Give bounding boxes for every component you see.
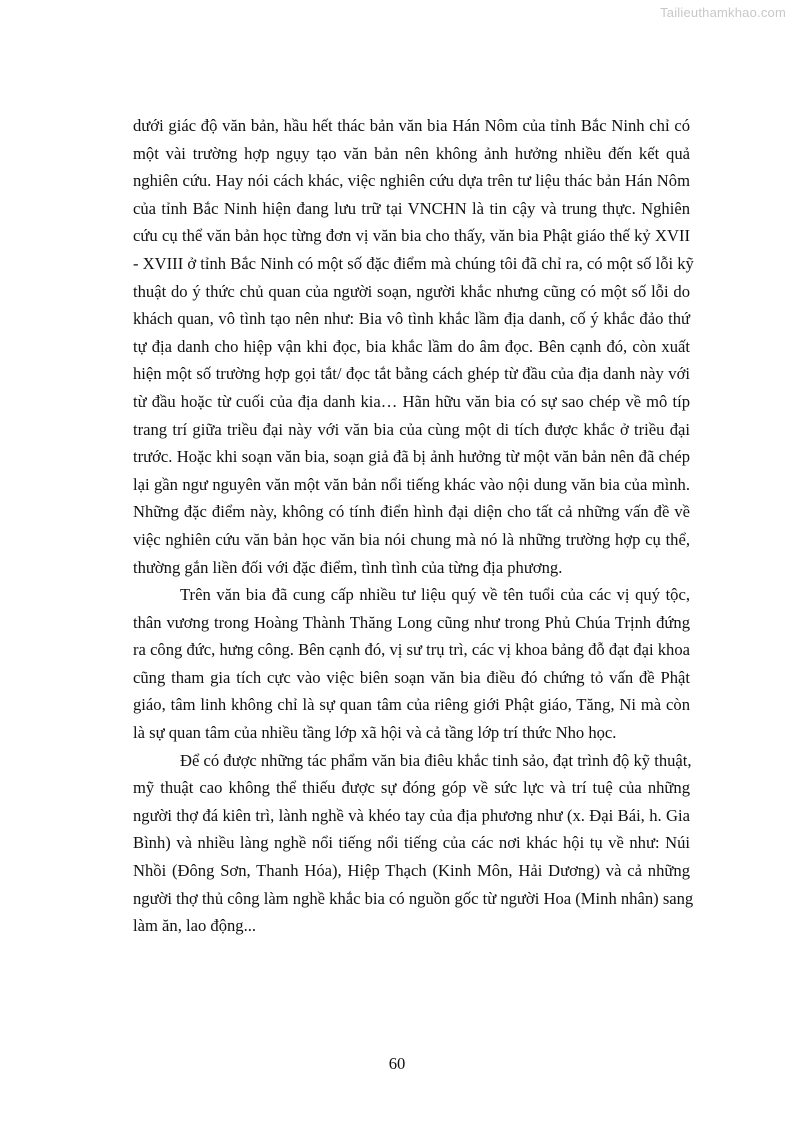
text-line: thường gắn liền đối với đặc điểm, tình tình của từng địa phương. [133, 557, 563, 577]
text-line: ra công đức, hưng công. Bên cạnh đó, vị sư trụ trì, các vị khoa bảng đỗ đạt đại khoa [133, 640, 690, 660]
paragraph-1 [133, 112, 694, 581]
text-line: nghiên cứu. Hay nói cách khác, việc nghiên cứu dựa trên tư liệu thác bản Hán Nôm [133, 171, 690, 191]
text-line: thân vương trong Hoàng Thành Thăng Long cũng như trong Phủ Chúa Trịnh đứng [133, 612, 690, 632]
text-line: người thợ thủ công làm nghề khắc bia có nguồn gốc từ người Hoa (Minh nhân) sang [133, 888, 694, 908]
text-line: lại gần ngư nguyên văn một văn bản nổi tiếng khác vào nội dung văn bia của mình. [133, 474, 690, 494]
text-line: của tỉnh Bắc Ninh hiện đang lưu trữ tại VNCHN là tin cậy và trung thực. Nghiên [133, 198, 690, 218]
text-line: khách quan, vô tình tạo nên như: Bia vô tình khắc lầm địa danh, cố ý khắc đảo thứ [133, 309, 690, 329]
text-line: việc nghiên cứu văn bản học văn bia nói chung mà nó là những trường hợp cụ thể, [133, 529, 690, 549]
text-line: một vài trường hợp ngụy tạo văn bản nên không ảnh hưởng nhiều đến kết quả [133, 143, 690, 163]
text-line: là sự quan tâm của nhiều tầng lớp xã hội và cả tầng lớp trí thức Nho học. [133, 723, 617, 743]
text-line: thuật do ý thức chủ quan của người soạn, người khắc nhưng cũng có một số lỗi do [133, 281, 690, 301]
text-line: Nhồi (Đông Sơn, Thanh Hóa), Hiệp Thạch (Kinh Môn, Hải Dương) và cả những [133, 861, 690, 881]
text-line: trước. Hoặc khi soạn văn bia, soạn giả đã bị ảnh hưởng từ một văn bản nên đã chép [133, 447, 690, 467]
text-line: tự địa danh cho hiệp vận khi đọc, bia khắc lầm do âm đọc. Bên cạnh đó, còn xuất [133, 336, 690, 356]
text-line: dưới giác độ văn bản, hầu hết thác bản văn bia Hán Nôm của tỉnh Bắc Ninh chỉ có [133, 116, 690, 135]
text-line: hiện một số trường hợp gọi tắt/ đọc tắt bằng cách ghép từ đầu của địa danh này với [133, 364, 690, 384]
text-line: Trên văn bia đã cung cấp nhiều tư liệu quý về tên tuổi của các vị quý tộc, [180, 585, 690, 605]
text-line: Để có được những tác phẩm văn bia điêu khắc tinh sảo, đạt trình độ kỹ thuật, [180, 750, 692, 770]
text-line: mỹ thuật cao không thể thiếu được sự đóng góp về sức lực và trí tuệ của những [133, 778, 690, 798]
text-line: giáo, tâm linh không chỉ là sự quan tâm của riêng giới Phật giáo, Tăng, Ni mà còn [133, 695, 690, 715]
text-line: Những đặc điểm này, không có tính điển hình đại diện cho tất cả những vấn đề về [133, 502, 690, 522]
text-line: trang trí giữa triều đại này với văn bia của cùng một di tích được khắc ở triều đại [133, 419, 690, 439]
watermark-text: Tailieuthamkhao.com [660, 5, 786, 20]
text-line: cũng tham gia tích cực vào việc biên soạn văn bia điều đó chứng tỏ vấn đề Phật [133, 667, 690, 687]
document-body [133, 112, 694, 940]
text-line: Bình) và nhiều làng nghề nổi tiếng nổi tiếng của các nơi khác hội tụ về như: Núi [133, 833, 690, 853]
page-number: 60 [388, 1054, 406, 1073]
paragraph-2 [133, 581, 690, 747]
text-line: - XVIII ở tỉnh Bắc Ninh có một số đặc điểm mà chúng tôi đã chỉ ra, có một số lỗi kỹ [133, 253, 694, 273]
text-line: người thợ đá kiên trì, lành nghề và khéo tay của địa phương như (x. Đại Bái, h. Gia [133, 805, 690, 825]
text-line: từ đầu hoặc từ cuối của địa danh kia… Hãn hữu văn bia có sự sao chép về mô típ [133, 391, 690, 411]
paragraph-3 [133, 747, 694, 940]
text-line: làm ăn, lao động... [133, 916, 257, 936]
text-line: cứu cụ thể văn bản học từng đơn vị văn bia cho thấy, văn bia Phật giáo thế kỷ XVII [133, 226, 690, 246]
